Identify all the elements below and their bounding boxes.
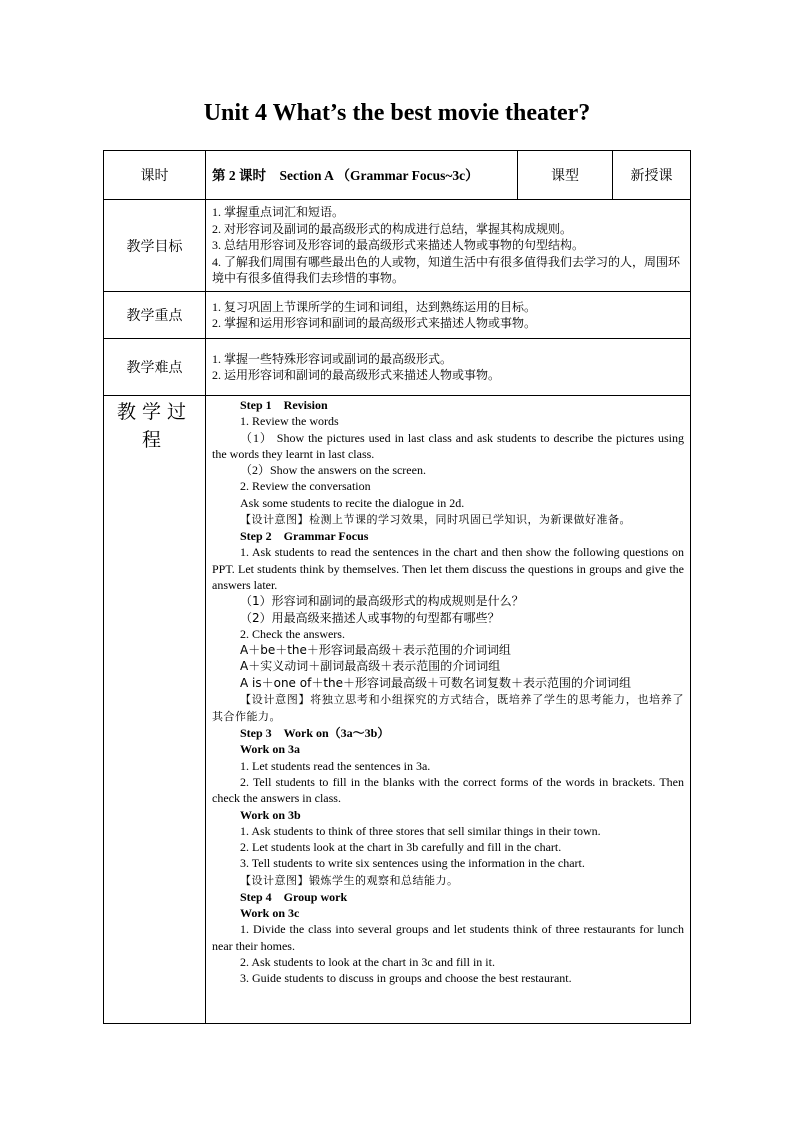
process-line: Work on 3c	[240, 906, 300, 921]
difficulties-content	[206, 339, 691, 396]
process-content	[206, 396, 691, 1024]
objective-item: 2. 对形容词及副词的最高级形式的构成进行总结，掌握其构成规则。	[212, 221, 573, 236]
difficulty-item: 2. 运用形容词和副词的最高级形式来描述人物或事物。	[212, 368, 501, 382]
process-line: （1）形容词和副词的最高级形式的构成规则是什么？	[240, 594, 524, 609]
process-line: Step 1 Revision	[240, 398, 328, 412]
process-row	[104, 396, 691, 1024]
objectives-label: 教学目标	[104, 200, 206, 292]
difficulty-item: 1. 掌握一些特殊形容词或副词的最高级形式。	[212, 351, 453, 366]
process-line: Work on 3a	[240, 742, 301, 757]
process-line: 2. Check the answers.	[240, 626, 345, 641]
process-line: 1. Review the words	[240, 414, 339, 429]
process-line: Step 2 Grammar Focus	[240, 529, 369, 544]
process-line: Work on 3b	[240, 807, 301, 822]
objective-item: 1. 掌握重点词汇和短语。	[212, 205, 345, 220]
key-point-item: 1. 复习巩固上节课所学的生词和词组，达到熟练运用的目标。	[212, 299, 537, 314]
process-line: 1. Ask students to think of three stores that sell similar things in their town.	[240, 823, 601, 838]
process-line: 3. Guide students to discuss in groups and choose the best restaurant.	[240, 971, 572, 986]
type-label: 课型	[518, 151, 613, 200]
process-line: A＋实义动词＋副词最高级＋表示范围的介词词组	[240, 659, 501, 674]
key-points-row	[104, 292, 691, 339]
objectives-row	[104, 200, 691, 292]
process-line: 1. Divide the class into several groups and let students think of three restaurants for lunch near their homes.	[212, 922, 684, 953]
process-line: 1. Let students read the sentences in 3a.	[240, 758, 431, 773]
key-point-item: 2. 掌握和运用形容词和副词的最高级形式来描述人物或事物。	[212, 316, 537, 330]
period-value: 第 2 课时 Section A （Grammar Focus~3c）	[206, 151, 518, 200]
difficulties-label: 教学难点	[104, 339, 206, 396]
process-label-text: 教学过程	[116, 401, 192, 451]
process-line: 3. Tell students to write six sentences using the information in the chart.	[240, 856, 585, 871]
key-points-content	[206, 292, 691, 339]
process-line: 2. Ask students to look at the chart in 3c and fill in it.	[240, 954, 495, 969]
process-line: 2. Review the conversation	[240, 479, 371, 494]
process-line: 1. Ask students to read the sentences in the chart and then show the following questions on PPT. Let students think by themselves. Then let them discuss the questions in groups and give the answers later.	[212, 545, 684, 592]
process-line: 2. Let students look at the chart in 3b carefully and fill in the chart.	[240, 840, 562, 855]
process-label	[104, 396, 206, 1024]
process-line: Ask some students to recite the dialogue in 2d.	[240, 495, 465, 510]
process-line: 【设计意图】将独立思考和小组探究的方式结合，既培养了学生的思考能力，也培养了其合作能力。	[212, 693, 684, 724]
process-line: （1） Show the pictures used in last class and ask students to describe the pictures using the words they learnt in last class.	[212, 430, 684, 461]
process-line: Step 4 Group work	[240, 889, 348, 904]
process-line: 2. Tell students to fill in the blanks with the correct forms of the words in brackets. Then check the answers in class.	[212, 774, 684, 806]
period-label: 课时	[104, 151, 206, 200]
page-title: Unit 4 What’s the best movie theater?	[203, 100, 591, 126]
process-line: Step 3 Work on（3a～3b）	[240, 726, 390, 741]
process-line: （2）Show the answers on the screen.	[240, 463, 426, 478]
type-value: 新授课	[613, 151, 691, 200]
process-lines	[212, 397, 684, 987]
process-line: A is＋one of＋the＋形容词最高级＋可数名词复数＋表示范围的介词词组	[240, 675, 632, 690]
key-points-label: 教学重点	[104, 292, 206, 339]
difficulties-row	[104, 339, 691, 396]
process-line: 【设计意图】锻炼学生的观察和总结能力。	[240, 873, 459, 887]
process-line: 【设计意图】检测上节课的学习效果，同时巩固已学知识，为新课做好准备。	[240, 513, 631, 527]
process-line: （2）用最高级来描述人或事物的句型都有哪些？	[240, 610, 500, 625]
lesson-plan-table	[103, 150, 691, 1024]
header-row	[104, 151, 691, 200]
objective-item: 3. 总结用形容词及形容词的最高级形式来描述人物或事物的句型结构。	[212, 238, 585, 253]
process-line: A＋be＋the＋形容词最高级＋表示范围的介词词组	[240, 643, 511, 658]
objective-item: 4. 了解我们周围有哪些最出色的人或物，知道生活中有很多值得我们去学习的人，周围环境中有很多值得我们去珍惜的事物。	[212, 254, 681, 286]
objectives-content	[206, 200, 691, 292]
